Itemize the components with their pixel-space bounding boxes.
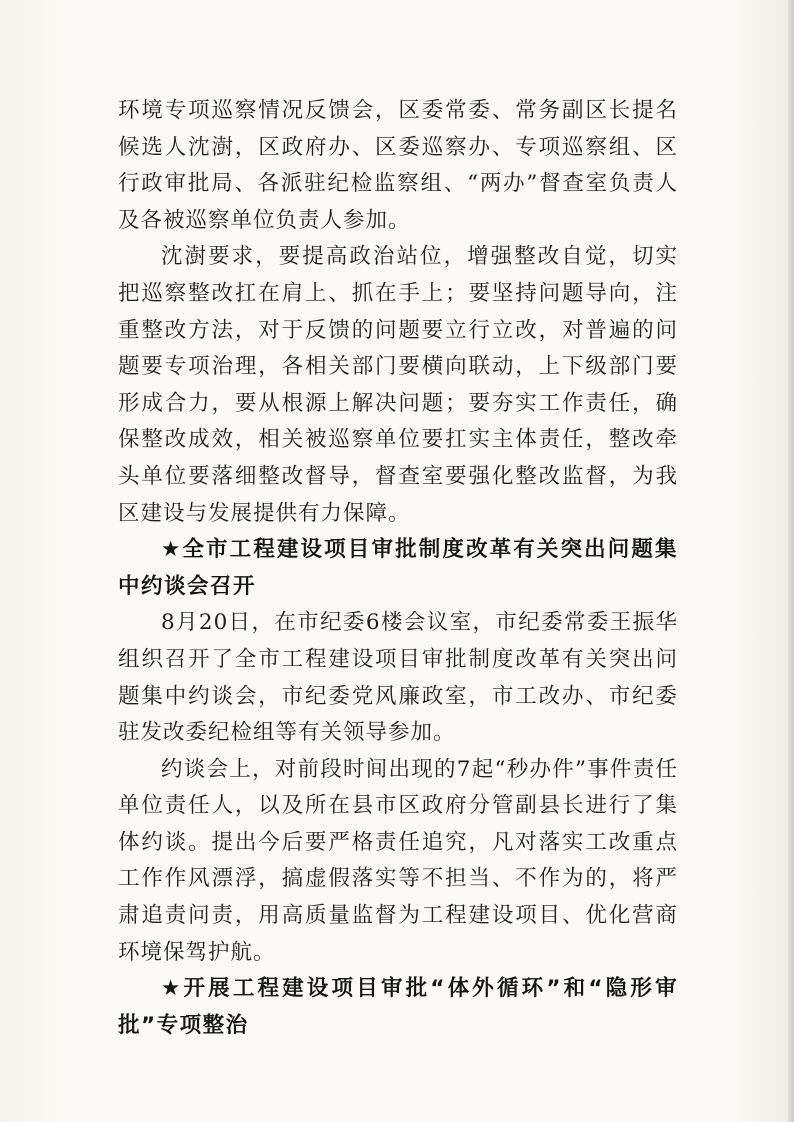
paragraph-feedback-meeting: 环境专项巡察情况反馈会，区委常委、常务副区长提名候选人沈澍，区政府办、区委巡察办、专项巡察组、区行政审批局、各派驻纪检监察组、“两办”督查室负责人及各被巡察单位负责人参加。 [118, 98, 678, 233]
section-heading-collective-interview: ★全市工程建设项目审批制度改革有关突出问题集中约谈会召开 [118, 537, 678, 599]
document-body [118, 93, 678, 1044]
paragraph-interview-meeting-date: 8月20日，在市纪委6楼会议室，市纪委常委王振华组织召开了全市工程建设项目审批制度改革有关突出问题集中约谈会，市纪委党风廉政室，市工改办、市纪委驻发改委纪检组等有关领导参加。 [118, 610, 678, 746]
scan-edge-shadow [788, 0, 794, 1122]
section-heading-special-rectification: ★开展工程建设项目审批“体外循环”和“隐形审批”专项整治 [118, 976, 678, 1038]
paragraph-shen-shu-requirements: 沈澍要求，要提高政治站位，增强整改自觉，切实把巡察整改扛在肩上、抓在手上；要坚持问题导向，注重整改方法，对于反馈的问题要立行立改，对普遍的问题要专项治理，各相关部门要横向联动，上下级部门要形成合力，要从根源上解决问题；要夯实工作责任，确保整改成效，相关被巡察单位要扛实主体责任，整改牵头单位要落细整改督导，督查室要强化整改监督，为我区建设与发展提供有力保障。 [118, 244, 678, 526]
paragraph-interview-content: 约谈会上，对前段时间出现的7起“秒办件”事件责任单位责任人，以及所在县市区政府分管副县长进行了集体约谈。提出今后要严格责任追究，凡对落实工改重点工作作风漂浮，搞虚假落实等不担当、不作为的，将严肃追责问责，用高质量监督为工程建设项目、优化营商环境保驾护航。 [118, 756, 678, 965]
